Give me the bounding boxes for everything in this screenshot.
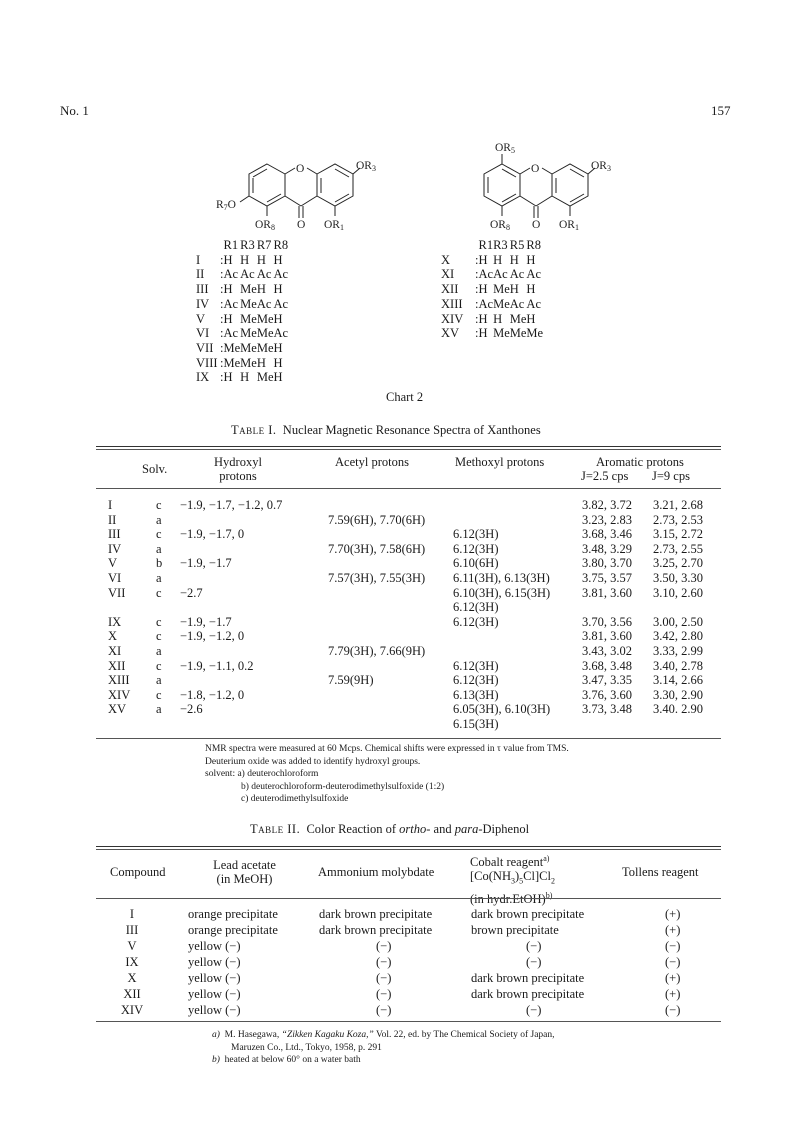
substituent-row: XIII : Ac Me Ac Ac <box>441 296 541 311</box>
nmr-cell-j9: 3.33, 2.99 <box>653 644 703 658</box>
nmr-cell-hydroxyl: −1.9, −1.7, 0 <box>180 527 245 542</box>
nmr-cell-acetyl: 7.57(3H), 7.55(3H) <box>328 571 426 585</box>
color-cell-id: XII <box>123 987 141 1001</box>
col-hydroxyl: Hydroxyl protons <box>214 455 262 483</box>
nmr-cell-hydroxyl: −1.9, −1.2, 0 <box>180 629 245 644</box>
color-reaction-row <box>0 970 793 986</box>
nmr-cell-j9: 3.30, 2.90 <box>653 687 703 702</box>
nmr-cell-id: IV <box>108 541 122 556</box>
nmr-cell-j9: 3.50, 3.30 <box>653 571 703 585</box>
substituent-grid <box>196 238 288 385</box>
color-cell-tollens: (−) <box>665 1003 681 1017</box>
color-cell-cobalt: brown precipitate <box>471 923 559 937</box>
col-lead-acetate: Lead acetate (in MeOH) <box>213 858 276 886</box>
nmr-cell-j9: 3.40. 2.90 <box>653 702 703 717</box>
nmr-cell-j25: 3.80, 3.70 <box>582 556 632 571</box>
nmr-cell-hydroxyl: −2.6 <box>180 702 203 717</box>
issue-number: No. 1 <box>60 103 89 118</box>
col-j25: J=2.5 cps <box>581 469 629 483</box>
col-solv: Solv. <box>142 462 168 476</box>
nmr-cell-j25: 3.70, 3.56 <box>582 614 632 629</box>
substituent-column-header: R1 <box>478 238 494 252</box>
nmr-cell-id: XIII <box>108 673 130 688</box>
table2-top-rule <box>96 846 721 847</box>
nmr-cell-j9: 3.40, 2.78 <box>653 658 703 673</box>
color-cell-tollens: (−) <box>665 955 681 969</box>
nmr-row <box>0 585 793 615</box>
nmr-cell-hydroxyl: −1.9, −1.7 <box>180 556 232 571</box>
color-cell-ammonium: (−) <box>376 939 392 953</box>
svg-text:OR1: OR1 <box>324 219 344 232</box>
nmr-cell-methoxyl-cont: 6.12(3H) <box>453 600 499 615</box>
color-cell-id: III <box>125 923 139 937</box>
nmr-cell-j25: 3.73, 3.48 <box>582 702 632 717</box>
nmr-cell-solv: c <box>156 658 162 673</box>
ring-oxygen: O <box>296 163 305 175</box>
col-acetyl: Acetyl protons <box>335 455 409 469</box>
ring-oxygen: O <box>531 163 540 175</box>
nmr-cell-id: IX <box>108 614 122 629</box>
nmr-row <box>0 571 793 586</box>
svg-text:OR5: OR5 <box>495 142 515 155</box>
nmr-cell-solv: a <box>156 673 162 688</box>
nmr-cell-hydroxyl: −1.8, −1.2, 0 <box>180 687 245 702</box>
nmr-cell-solv: c <box>156 687 162 702</box>
nmr-row <box>0 659 793 674</box>
col-compound: Compound <box>110 865 166 879</box>
nmr-cell-solv: a <box>156 644 162 658</box>
nmr-cell-j9: 3.42, 2.80 <box>653 629 703 644</box>
substituent-row: XII : H Me H H <box>441 282 536 297</box>
color-cell-cobalt: dark brown precipitate <box>471 987 585 1001</box>
substituent-column-header: R7 <box>256 238 272 252</box>
color-cell-tollens: (+) <box>665 971 681 985</box>
nmr-cell-j25: 3.81, 3.60 <box>582 585 632 600</box>
color-cell-cobalt: (−) <box>526 955 542 969</box>
color-cell-ammonium: (−) <box>376 1003 392 1017</box>
nmr-cell-solv: a <box>156 702 162 717</box>
nmr-row <box>0 556 793 571</box>
nmr-cell-j9: 2.73, 2.53 <box>653 512 703 527</box>
svg-text:OR3: OR3 <box>591 160 611 173</box>
substituent-column-header: R5 <box>509 238 525 252</box>
xanthone-structure-right <box>465 140 615 233</box>
nmr-row <box>0 644 793 659</box>
substituent-column-header: R1 <box>223 238 239 252</box>
nmr-cell-solv: c <box>156 629 162 644</box>
nmr-cell-j25: 3.75, 3.57 <box>582 571 632 585</box>
nmr-cell-id: I <box>108 498 113 512</box>
color-cell-lead: yellow (−) <box>188 987 241 1001</box>
nmr-row <box>0 688 793 703</box>
nmr-row <box>0 498 793 513</box>
chart-caption: Chart 2 <box>386 390 424 404</box>
table1-bottom-rule <box>96 738 721 739</box>
table1-title: Table I. Nuclear Magnetic Resonance Spectra of Xanthones <box>231 423 541 437</box>
color-cell-cobalt: (−) <box>526 939 542 953</box>
nmr-cell-solv: c <box>156 614 162 629</box>
nmr-cell-j9: 3.10, 2.60 <box>653 585 703 600</box>
svg-text:OR3: OR3 <box>356 160 376 173</box>
substituent-row: VII : Me Me Me H <box>196 340 283 355</box>
svg-text:R7O: R7O <box>216 199 236 212</box>
color-cell-tollens: (+) <box>665 987 681 1001</box>
nmr-cell-solv: a <box>156 512 162 527</box>
table2-title: Table II. Color Reaction of ortho- and para-Diphenol <box>250 822 530 836</box>
substituent-row: XI : Ac Ac Ac Ac <box>441 267 541 282</box>
nmr-cell-j25: 3.43, 3.02 <box>582 644 632 658</box>
nmr-cell-id: XV <box>108 702 127 717</box>
color-reaction-row <box>0 1002 793 1018</box>
page-number: 157 <box>711 103 731 118</box>
color-reaction-row <box>0 906 793 922</box>
nmr-cell-methoxyl: 6.13(3H) <box>453 687 499 702</box>
color-cell-ammonium: (−) <box>376 971 392 985</box>
nmr-cell-j25: 3.48, 3.29 <box>582 541 632 556</box>
col-cobalt-reagent: Cobalt reagent$^{a)}$ $[Co(NH_3)_5Cl]Cl_2$ (in hydr.EtOH)$^{b)}$ <box>470 854 555 906</box>
substituent-row: IV : Ac Me Ac Ac <box>196 296 289 311</box>
substituent-grid <box>441 238 543 341</box>
col-methoxyl: Methoxyl protons <box>455 455 545 469</box>
nmr-cell-j25: 3.68, 3.46 <box>582 527 632 542</box>
nmr-cell-j25: 3.82, 3.72 <box>582 498 632 512</box>
nmr-row <box>0 615 793 630</box>
color-cell-cobalt: dark brown precipitate <box>471 971 585 985</box>
substituent-row: XIV : H H Me H <box>441 311 536 326</box>
nmr-cell-hydroxyl: −1.9, −1.7, −1.2, 0.7 <box>180 498 283 512</box>
color-reaction-row <box>0 922 793 938</box>
col-ammonium-molybdate: Ammonium molybdate <box>318 865 435 879</box>
nmr-cell-id: II <box>108 512 117 527</box>
col-tollens: Tollens reagent <box>622 865 699 879</box>
nmr-row <box>0 702 793 731</box>
nmr-cell-j9: 3.14, 2.66 <box>653 673 703 688</box>
nmr-cell-id: XIV <box>108 687 131 702</box>
nmr-cell-hydroxyl: −2.7 <box>180 585 203 600</box>
svg-text:OR8: OR8 <box>490 219 510 232</box>
color-cell-lead: orange precipitate <box>188 907 278 921</box>
color-cell-cobalt: dark brown precipitate <box>471 907 585 921</box>
nmr-cell-methoxyl: 6.10(3H), 6.15(3H) <box>453 585 551 600</box>
nmr-cell-acetyl: 7.59(6H), 7.70(6H) <box>328 512 426 527</box>
nmr-cell-j25: 3.47, 3.35 <box>582 673 632 688</box>
color-cell-tollens: (+) <box>665 907 681 921</box>
nmr-cell-j9: 3.25, 2.70 <box>653 556 703 571</box>
nmr-cell-j25: 3.23, 2.83 <box>582 512 632 527</box>
table1-notes: NMR spectra were measured at 60 Mcps. Chemical shifts were expressed in τ value from TMS. Deuterium oxide was added to identify hydroxyl groups. solvent: a) deuterochloroform b) deuterochloroform-deuterodimethylsulfoxide (1:2) c) deuterodimethylsulfoxide <box>205 744 569 804</box>
nmr-cell-solv: c <box>156 527 162 542</box>
col-j9: J=9 cps <box>652 469 690 483</box>
svg-text:OR8: OR8 <box>255 219 275 232</box>
substituent-row: X : H H H H <box>441 252 536 267</box>
svg-text:OR1: OR1 <box>559 219 579 232</box>
nmr-cell-j9: 3.15, 2.72 <box>653 527 703 542</box>
carbonyl-oxygen: O <box>297 219 306 231</box>
color-cell-id: I <box>129 907 135 921</box>
color-cell-lead: yellow (−) <box>188 971 241 985</box>
substituent-row: V : H Me Me H <box>196 311 283 326</box>
nmr-cell-methoxyl: 6.12(3H) <box>453 614 499 629</box>
table2-footnotes: a) M. Hasegawa, “Zikken Kagaku Koza,” Vol. 22, ed. by The Chemical Society of Japan, Maruzen Co., Ltd., Tokyo, 1958, p. 291 b) heated at below 60° on a water bath <box>212 1030 555 1065</box>
nmr-cell-j9: 3.00, 2.50 <box>653 614 703 629</box>
nmr-row <box>0 629 793 644</box>
substituent-row: XV : H Me Me Me <box>441 326 544 341</box>
color-cell-lead: yellow (−) <box>188 1003 241 1017</box>
xanthone-structure-left <box>210 148 376 233</box>
color-cell-tollens: (−) <box>665 939 681 953</box>
nmr-cell-solv: a <box>156 541 162 556</box>
nmr-row <box>0 513 793 528</box>
color-cell-id: IX <box>125 955 139 969</box>
nmr-cell-id: XII <box>108 658 126 673</box>
nmr-cell-acetyl: 7.70(3H), 7.58(6H) <box>328 541 426 556</box>
nmr-cell-methoxyl: 6.12(3H) <box>453 527 499 542</box>
color-cell-id: XIV <box>120 1003 144 1017</box>
color-reaction-row <box>0 954 793 970</box>
nmr-cell-solv: c <box>156 585 162 600</box>
nmr-cell-j9: 2.73, 2.55 <box>653 541 703 556</box>
color-cell-lead: orange precipitate <box>188 923 278 937</box>
substituent-row: I : H H H H <box>196 252 283 267</box>
color-cell-id: X <box>127 971 137 985</box>
nmr-cell-j25: 3.68, 3.48 <box>582 658 632 673</box>
table1-top-rule <box>96 446 721 447</box>
color-reaction-row <box>0 938 793 954</box>
substituent-column-header: R3 <box>493 238 508 252</box>
nmr-cell-id: XI <box>108 644 122 658</box>
nmr-cell-methoxyl: 6.12(3H) <box>453 673 499 688</box>
nmr-cell-acetyl: 7.79(3H), 7.66(9H) <box>328 644 426 658</box>
nmr-cell-id: III <box>108 527 121 542</box>
table2-bottom-rule <box>96 1021 721 1022</box>
nmr-row <box>0 673 793 688</box>
substituent-row: II : Ac Ac Ac Ac <box>196 267 289 282</box>
col-aromatic: Aromatic protons <box>596 455 684 469</box>
nmr-cell-methoxyl: 6.05(3H), 6.10(3H) <box>453 702 551 717</box>
nmr-cell-methoxyl: 6.12(3H) <box>453 541 499 556</box>
substituent-row: IX : H H Me H <box>196 370 283 385</box>
substituent-column-header: R8 <box>526 238 542 252</box>
color-reaction-row <box>0 986 793 1002</box>
nmr-cell-j25: 3.76, 3.60 <box>582 687 632 702</box>
color-cell-ammonium: dark brown precipitate <box>319 907 433 921</box>
color-cell-lead: yellow (−) <box>188 955 241 969</box>
nmr-cell-id: VI <box>108 571 122 585</box>
nmr-cell-j9: 3.21, 2.68 <box>653 498 703 512</box>
nmr-cell-hydroxyl: −1.9, −1.1, 0.2 <box>180 658 254 673</box>
substituent-row: VI : Ac Me Me Ac <box>196 326 289 341</box>
substituent-row: VIII : Me Me H H <box>196 355 283 370</box>
color-cell-ammonium: (−) <box>376 987 392 1001</box>
nmr-cell-hydroxyl: −1.9, −1.7 <box>180 614 232 629</box>
nmr-cell-id: VII <box>108 585 126 600</box>
color-cell-tollens: (+) <box>665 923 681 937</box>
nmr-cell-j25: 3.81, 3.60 <box>582 629 632 644</box>
color-cell-ammonium: dark brown precipitate <box>319 923 433 937</box>
nmr-cell-acetyl: 7.59(9H) <box>328 673 374 688</box>
nmr-row <box>0 542 793 557</box>
nmr-cell-solv: b <box>156 556 163 571</box>
color-cell-ammonium: (−) <box>376 955 392 969</box>
color-cell-lead: yellow (−) <box>188 939 241 953</box>
nmr-cell-id: V <box>108 556 118 571</box>
substituent-column-header: R3 <box>240 238 255 252</box>
substituent-row: III : H Me H H <box>196 282 283 297</box>
nmr-cell-methoxyl: 6.11(3H), 6.13(3H) <box>453 571 550 585</box>
nmr-cell-id: X <box>108 629 118 644</box>
substituent-column-header: R8 <box>273 238 289 252</box>
nmr-cell-methoxyl: 6.12(3H) <box>453 658 499 673</box>
nmr-cell-methoxyl-cont: 6.15(3H) <box>453 716 499 731</box>
nmr-cell-solv: c <box>156 498 162 512</box>
carbonyl-oxygen: O <box>532 219 541 231</box>
nmr-row <box>0 527 793 542</box>
color-cell-id: V <box>127 939 137 953</box>
nmr-cell-solv: a <box>156 571 162 585</box>
nmr-cell-methoxyl: 6.10(6H) <box>453 556 499 571</box>
color-cell-cobalt: (−) <box>526 1003 542 1017</box>
